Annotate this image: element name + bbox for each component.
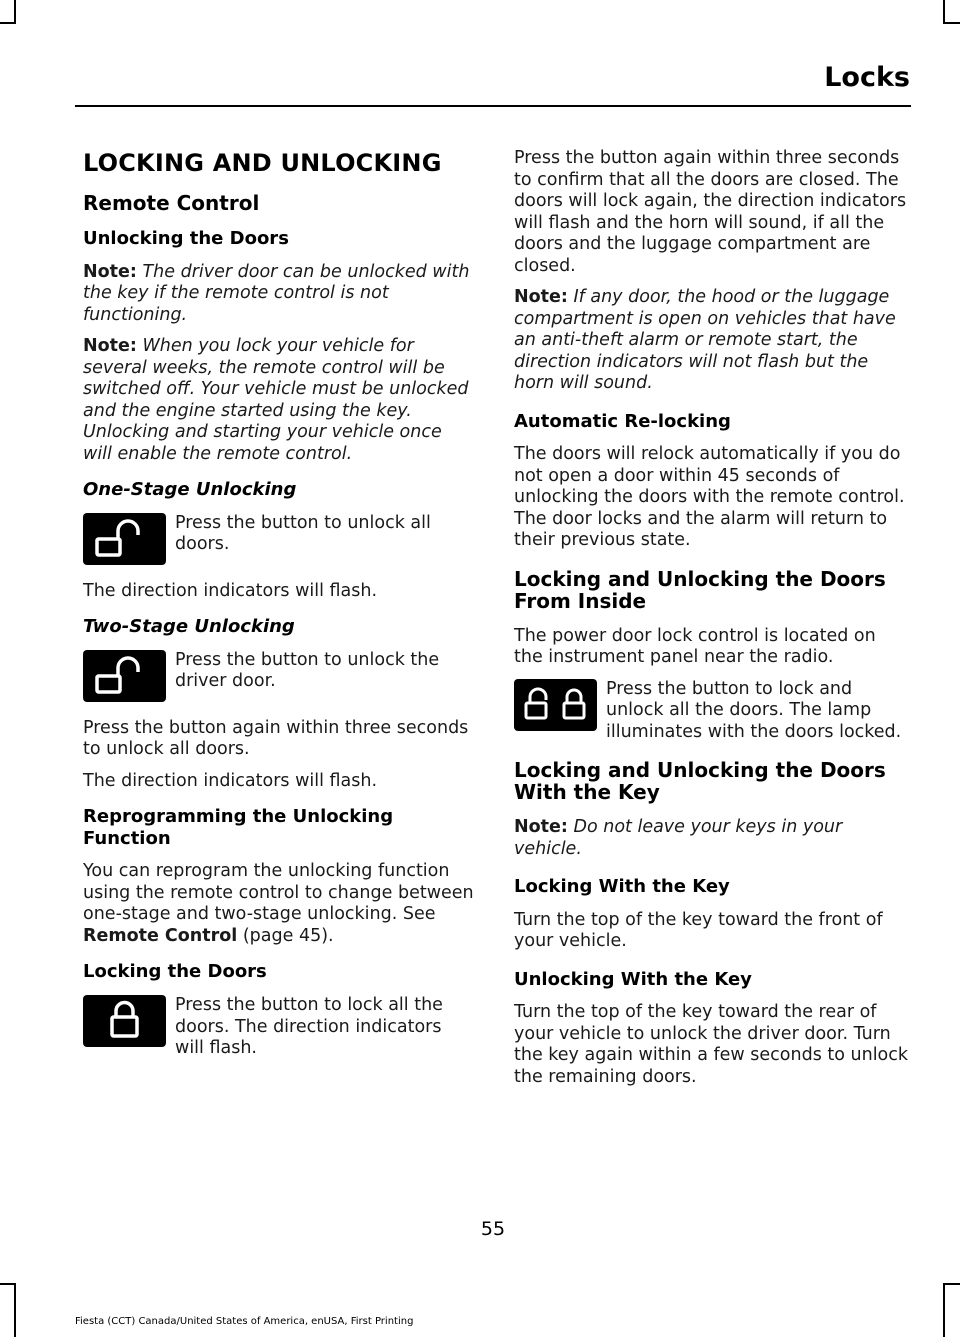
confirm-text: Press the button again within three seconds to confirm that all the doors are closed. The doors will lock again, the direction indicators will flash and the horn will sound, if all the doors and the luggage compartment are closed. (514, 148, 907, 276)
note-text: The driver door can be unlocked with the key if the remote control is not functioning. (83, 261, 470, 325)
crop-mark (0, 1283, 16, 1285)
unlock-icon (83, 513, 166, 565)
note-text: If any door, the hood or the luggage compartment is open on vehicles that have an anti-theft alarm or remote start, the direction indicators will not flash but the horn will sound. (514, 287, 896, 393)
reprogram-text-start: You can reprogram the unlocking function using the remote control to change between one-stage and two-stage unlocking. See (83, 861, 474, 925)
unlocking-doors-heading: Unlocking the Doors (83, 228, 289, 249)
reprogram-heading: Reprogramming the Unlocking Function (83, 806, 394, 849)
one-stage-instruction (83, 513, 475, 571)
unlocking-with-key-heading: Unlocking With the Key (514, 968, 752, 990)
note-label: Note: (514, 817, 568, 838)
crop-mark (943, 22, 960, 24)
note-text: When you lock your vehicle for several weeks, the remote control will be switched off. Your vehicle must be unlocked and the engine started using the key. Unlocking and starting your vehicle once will enable the remote control. (83, 336, 469, 464)
page-title: Locks (824, 62, 910, 93)
note-label: Note: (83, 261, 137, 282)
inside-instruction (514, 679, 908, 744)
direction-indicators-text: The direction indicators will flash. (83, 580, 378, 601)
locking-instruction (83, 995, 475, 1060)
header-divider (75, 105, 911, 107)
note-paragraph (514, 287, 908, 395)
right-column (514, 148, 908, 1098)
crop-mark (14, 1283, 16, 1337)
locking-with-key-text: Turn the top of the key toward the front of your vehicle. (514, 909, 883, 952)
two-stage-heading: Two-Stage Unlocking (83, 616, 295, 638)
note-paragraph (83, 262, 475, 327)
two-stage-text: Press the button to unlock the driver door. (175, 649, 440, 692)
one-stage-text: Press the button to unlock all doors. (175, 512, 431, 555)
reprogram-text (83, 861, 475, 947)
inside-text: The power door lock control is located on the instrument panel near the radio. (514, 625, 876, 668)
page-number: 55 (480, 1218, 506, 1240)
note-label: Note: (83, 336, 137, 357)
crop-mark (14, 0, 16, 24)
main-heading: LOCKING AND UNLOCKING (83, 149, 442, 177)
note-text: Do not leave your keys in your vehicle. (514, 817, 843, 859)
two-stage-instruction (83, 650, 475, 708)
footer-text: Fiesta (CCT) Canada/United States of America, enUSA, First Printing (75, 1316, 414, 1327)
locking-doors-heading: Locking the Doors (83, 961, 267, 983)
crop-mark (943, 1283, 960, 1285)
inside-heading: Locking and Unlocking the Doors From Inside (514, 566, 886, 613)
auto-relock-text: The doors will relock automatically if you do not open a door within 45 seconds of unlocking the doors with the remote control. The door locks and the alarm will return to their previous state. (514, 444, 905, 551)
direction-indicators-text: The direction indicators will flash. (83, 770, 378, 791)
one-stage-heading: One-Stage Unlocking (83, 479, 297, 501)
inside-button-text: Press the button to lock and unlock all the doors. The lamp illuminates with the doors locked. (606, 678, 902, 742)
lock-icon (83, 995, 166, 1047)
auto-relock-heading: Automatic Re-locking (514, 410, 731, 432)
reprogram-text-end: (page 45). (237, 925, 334, 946)
remote-control-link[interactable]: Remote Control (83, 925, 238, 946)
note-label: Note: (514, 287, 568, 307)
crop-mark (0, 22, 16, 24)
crop-mark (943, 0, 945, 24)
locking-with-key-heading: Locking With the Key (514, 876, 730, 898)
two-stage-again-text: Press the button again within three seconds to unlock all doors. (83, 717, 469, 760)
note-paragraph (514, 817, 908, 860)
key-heading: Locking and Unlocking the Doors With the Key (514, 758, 886, 805)
note-paragraph (83, 336, 475, 465)
left-column (83, 148, 475, 1070)
crop-mark (943, 1283, 945, 1337)
remote-control-heading: Remote Control (83, 191, 260, 215)
locking-text: Press the button to lock all the doors. The direction indicators will flash. (175, 995, 443, 1059)
door-lock-switch-icon (514, 679, 597, 731)
unlocking-with-key-text: Turn the top of the key toward the rear of your vehicle to unlock the driver door. Turn the key again within a few seconds to unlock the remaining doors. (514, 1002, 909, 1087)
unlock-icon (83, 650, 166, 702)
